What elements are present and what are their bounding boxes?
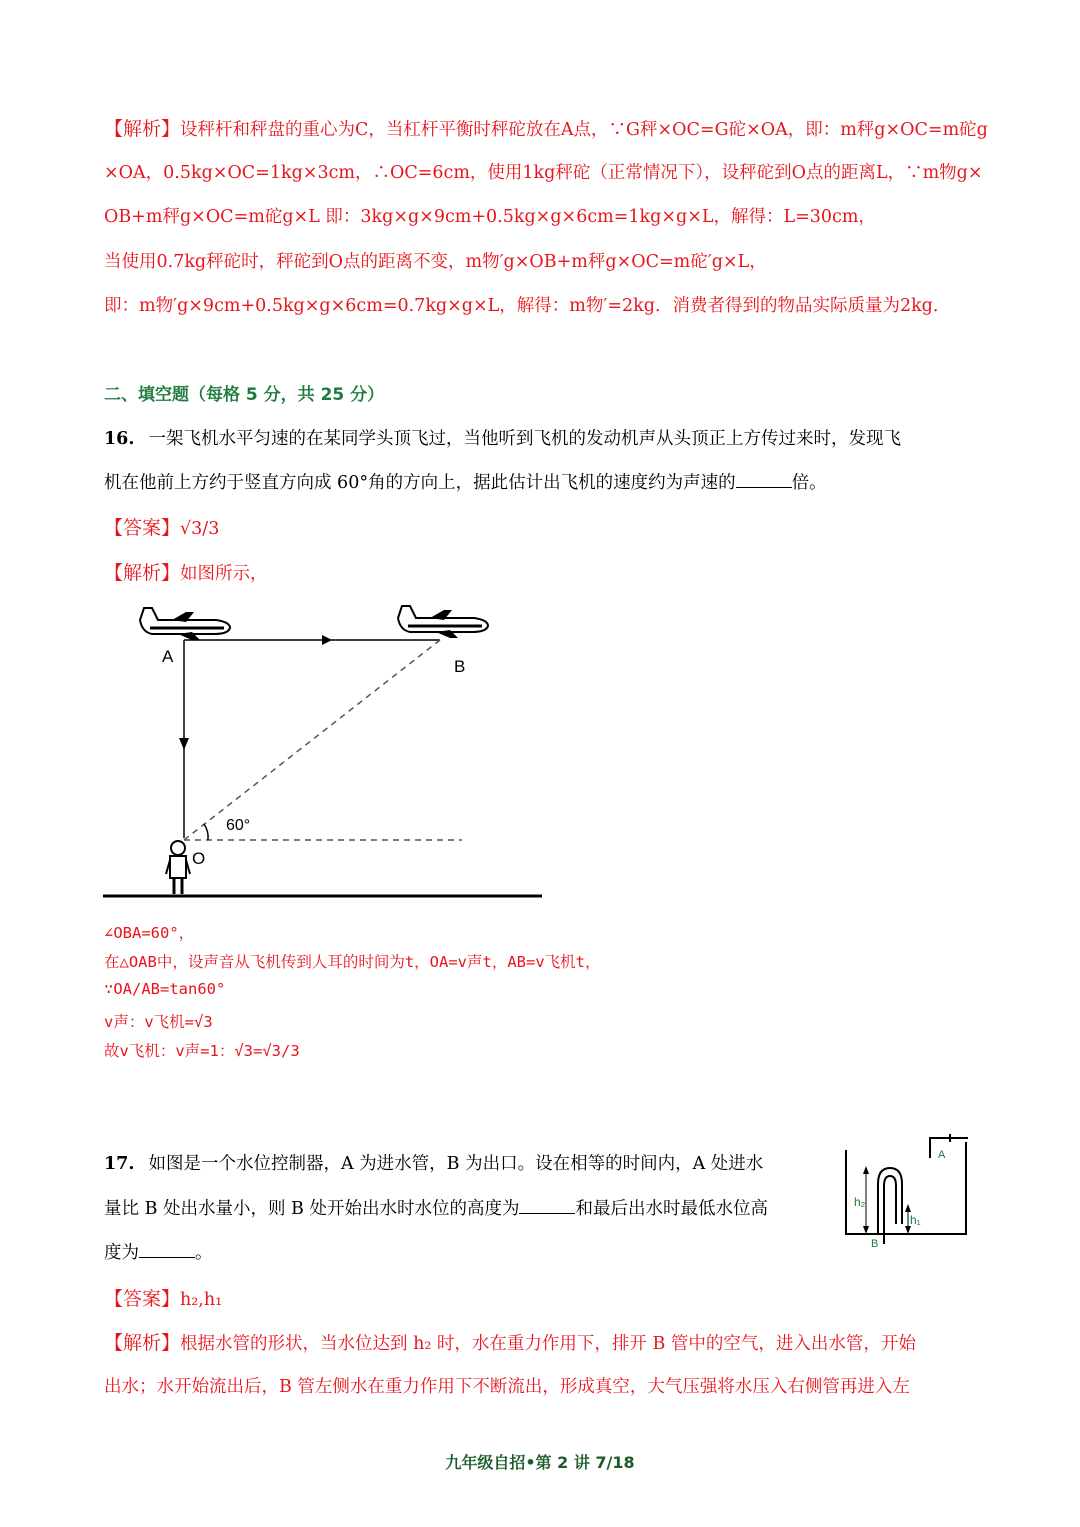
q17-blank-2 [139, 1256, 195, 1258]
analysis-tag: 【解析】 [104, 1332, 181, 1354]
analysis-line-4: 当使用0.7kg秤砣时，秤砣到O点的距离不变，m物′g×OB+m秤g×OC=m砣′g×L， [104, 252, 767, 272]
label-a: A [162, 647, 174, 666]
answer-tag: 【答案】 [104, 517, 181, 539]
q17-text-2: 量比 B 处出水量小，则 B 处开始出水时水位的高度为 [104, 1199, 520, 1219]
label-b: B [871, 1238, 879, 1250]
q16-line-2 [104, 469, 827, 494]
q17-line-1 [104, 1150, 763, 1175]
label-h1: h₁ [910, 1213, 921, 1227]
label-o: O [192, 849, 206, 868]
analysis-line-5: 即：m物′g×9cm+0.5kg×g×6cm=0.7kg×g×L，解得：m物′=2kg．消费者得到的物品实际质量为2kg． [104, 296, 951, 316]
q16-answer [104, 513, 219, 540]
q17-line-2 [104, 1195, 768, 1220]
calc-line-4: v声：v飞机=√3 [104, 1013, 213, 1031]
tank-outline [846, 1142, 966, 1234]
analysis-line-2: ×OA，0.5kg×OC=1kg×3cm，∴OC=6cm，使用1kg秤砣（正常情况下），设秤砣到O点的距离L，∵m物g× [104, 163, 983, 183]
airplane-icon [398, 606, 488, 638]
q17-number: 17. [104, 1154, 135, 1174]
calc-line-2: 在△OAB中，设声音从飞机传到人耳的时间为t，OA=v声t，AB=v飞机t， [104, 953, 601, 971]
airplane-icon [140, 608, 230, 640]
q17-answer [104, 1284, 222, 1311]
section-title: 二、填空题（每格 5 分，共 25 分） [104, 385, 385, 405]
flight-arrow [322, 635, 332, 645]
calc-line-5: 故v飞机：v声=1：√3=√3/3 [104, 1042, 300, 1060]
siphon-outer [878, 1168, 902, 1234]
q17-analysis-line-2: 出水；水开始流出后，B 管左侧水在重力作用下不断流出，形成真空，大气压强将水压入右侧管再进入左 [104, 1377, 910, 1397]
label-a: A [938, 1149, 946, 1161]
analysis-line-1 [104, 114, 988, 141]
q17-text-1: 如图是一个水位控制器，A 为进水管，B 为出口。设在相等的时间内，A 处进水 [148, 1154, 764, 1174]
answer-tag: 【答案】 [104, 1288, 181, 1310]
q16-text-2: 机在他前上方约于竖直方向成 60°角的方向上，据此估计出飞机的速度约为声速的 [104, 473, 736, 493]
q16-text-1: 一架飞机水平匀速的在某同学头顶飞过，当他听到飞机的发动机声从头顶正上方传过来时，发现飞 [148, 429, 901, 449]
analysis-tag: 【解析】 [104, 118, 181, 140]
label-h2: h₂ [854, 1195, 866, 1209]
airplane-diagram [100, 598, 560, 908]
h1-arrow-down [905, 1226, 911, 1234]
q16-text-3: 倍。 [791, 473, 827, 493]
h2-arrow-down [863, 1226, 869, 1234]
angle-arc [204, 824, 208, 840]
sound-arrow [179, 738, 189, 750]
page-footer: 九年级自招•第 2 讲 7/18 [445, 1453, 635, 1472]
q17-blank-1 [519, 1212, 575, 1214]
q17-text-5: 。 [195, 1243, 213, 1263]
analysis-text: 设秤杆和秤盘的重心为C，当杠杆平衡时秤砣放在A点，∵G秤×OC=G砣×OA，即：m秤g×OC=m砣g [180, 120, 988, 140]
analysis-text: 如图所示， [180, 564, 268, 584]
analysis-tag: 【解析】 [104, 562, 181, 584]
calc-line-3: ∵OA/AB=tan60° [104, 980, 226, 998]
q16-line-1 [104, 425, 901, 450]
person-icon [166, 841, 190, 894]
sight-line [184, 640, 440, 840]
answer-value: h₂,h₁ [180, 1290, 223, 1310]
q17-line-3 [104, 1239, 213, 1264]
q17-text-3: 和最后出水时最低水位高 [575, 1199, 768, 1219]
analysis-text: 根据水管的形状，当水位达到 h₂ 时，水在重力作用下，排开 B 管中的空气，进入出水管，开始 [180, 1334, 916, 1354]
h2-arrow-up [863, 1166, 869, 1174]
q16-analysis [104, 558, 268, 585]
label-b: B [454, 657, 466, 676]
q17-analysis-line-1 [104, 1328, 916, 1355]
water-level-diagram [838, 1132, 978, 1250]
q17-text-4: 度为 [104, 1243, 139, 1263]
h1-arrow-up [905, 1204, 911, 1212]
angle-label: 60° [226, 817, 251, 834]
calc-line-1: ∠OBA=60°， [104, 924, 195, 942]
answer-value: √3/3 [180, 519, 220, 539]
q16-blank [736, 486, 792, 488]
analysis-line-3: OB+m秤g×OC=m砣g×L 即：3kg×g×9cm+0.5kg×g×6cm=1kg×g×L，解得：L=30cm， [104, 207, 876, 227]
q16-number: 16. [104, 429, 135, 449]
